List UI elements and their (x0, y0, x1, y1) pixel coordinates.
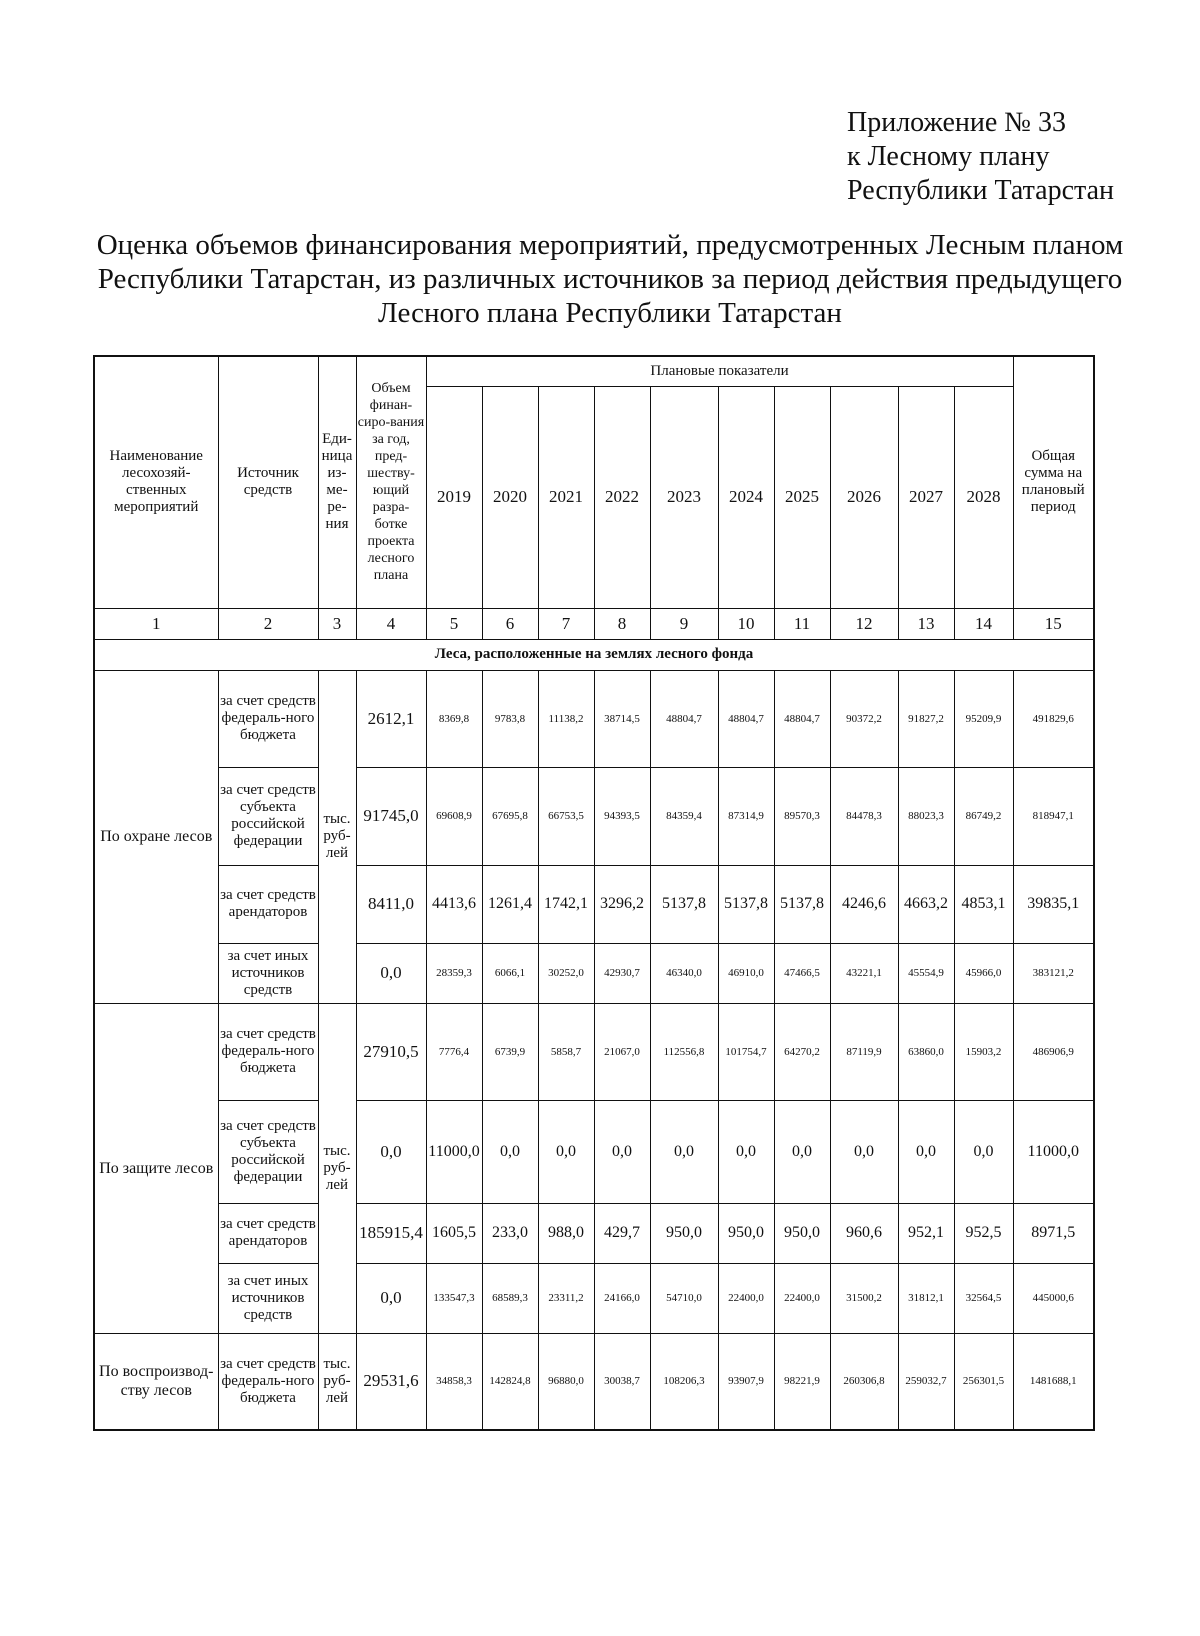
table-row (94, 943, 1094, 1003)
planned-value: 42930,7 (594, 943, 650, 1003)
planned-value: 4663,2 (898, 865, 954, 943)
total-value: 8971,5 (1013, 1203, 1094, 1263)
header-unit: Еди-ница из-ме-ре-ния (318, 356, 356, 608)
planned-value: 95209,9 (954, 670, 1013, 767)
planned-value: 8369,8 (426, 670, 482, 767)
header-year: 2026 (830, 386, 898, 608)
header-total: Общая сумма на плановый период (1013, 356, 1094, 608)
planned-value: 64270,2 (774, 1003, 830, 1100)
unit-of-measure: тыс. руб-лей (318, 1003, 356, 1333)
header-year: 2024 (718, 386, 774, 608)
planned-value: 32564,5 (954, 1263, 1013, 1333)
planned-value: 0,0 (650, 1100, 718, 1203)
header-year: 2027 (898, 386, 954, 608)
title-line-1: Оценка объемов финансирования мероприятий, предусмотренных Лесным планом (96, 229, 1124, 261)
table-row (94, 1263, 1094, 1333)
funding-source: за счет иных источников средств (218, 943, 318, 1003)
planned-value: 988,0 (538, 1203, 594, 1263)
planned-value: 54710,0 (650, 1263, 718, 1333)
planned-value: 30038,7 (594, 1333, 650, 1430)
table-row (94, 1203, 1094, 1263)
funding-source: за счет средств арендаторов (218, 1203, 318, 1263)
planned-value: 23311,2 (538, 1263, 594, 1333)
planned-value: 952,1 (898, 1203, 954, 1263)
planned-value: 46910,0 (718, 943, 774, 1003)
planned-value: 133547,3 (426, 1263, 482, 1333)
planned-value: 69608,9 (426, 767, 482, 865)
planned-value: 4413,6 (426, 865, 482, 943)
table-row (94, 1003, 1094, 1100)
base-year-volume: 0,0 (356, 1263, 426, 1333)
planned-value: 24166,0 (594, 1263, 650, 1333)
table-row (94, 670, 1094, 767)
header-year: 2022 (594, 386, 650, 608)
planned-value: 1261,4 (482, 865, 538, 943)
base-year-volume: 185915,4 (356, 1203, 426, 1263)
column-number: 8 (594, 608, 650, 639)
header-base-volume: Объем финан-сиро-вания за год, пред-шеству-ющий разра-ботке проекта лесного плана (356, 356, 426, 608)
planned-value: 429,7 (594, 1203, 650, 1263)
planned-value: 89570,3 (774, 767, 830, 865)
planned-value: 93907,9 (718, 1333, 774, 1430)
base-year-volume: 29531,6 (356, 1333, 426, 1430)
planned-value: 30252,0 (538, 943, 594, 1003)
planned-value: 68589,3 (482, 1263, 538, 1333)
planned-value: 5858,7 (538, 1003, 594, 1100)
planned-value: 43221,1 (830, 943, 898, 1003)
column-number: 14 (954, 608, 1013, 639)
planned-value: 67695,8 (482, 767, 538, 865)
column-number: 2 (218, 608, 318, 639)
planned-value: 84359,4 (650, 767, 718, 865)
title-line-3: Лесного плана Республики Татарстан (378, 297, 842, 329)
funding-source: за счет средств арендаторов (218, 865, 318, 943)
base-year-volume: 0,0 (356, 943, 426, 1003)
column-number: 6 (482, 608, 538, 639)
planned-value: 15903,2 (954, 1003, 1013, 1100)
funding-source: за счет средств федераль-ного бюджета (218, 670, 318, 767)
planned-value: 9783,8 (482, 670, 538, 767)
table-row (94, 865, 1094, 943)
planned-value: 0,0 (482, 1100, 538, 1203)
planned-value: 31812,1 (898, 1263, 954, 1333)
total-value: 39835,1 (1013, 865, 1094, 943)
column-number: 5 (426, 608, 482, 639)
planned-value: 1605,5 (426, 1203, 482, 1263)
planned-value: 87314,9 (718, 767, 774, 865)
header-year: 2028 (954, 386, 1013, 608)
planned-value: 31500,2 (830, 1263, 898, 1333)
column-number: 10 (718, 608, 774, 639)
base-year-volume: 8411,0 (356, 865, 426, 943)
planned-value: 63860,0 (898, 1003, 954, 1100)
activity-name: По воспроизвод-ству лесов (94, 1333, 218, 1430)
header-year: 2023 (650, 386, 718, 608)
planned-value: 950,0 (774, 1203, 830, 1263)
planned-value: 46340,0 (650, 943, 718, 1003)
planned-value: 98221,9 (774, 1333, 830, 1430)
header-year: 2019 (426, 386, 482, 608)
header-year: 2020 (482, 386, 538, 608)
planned-value: 952,5 (954, 1203, 1013, 1263)
planned-value: 88023,3 (898, 767, 954, 865)
planned-value: 0,0 (774, 1100, 830, 1203)
unit-of-measure: тыс. руб-лей (318, 1333, 356, 1430)
appendix-republic: Республики Татарстан (847, 175, 1114, 206)
planned-value: 4246,6 (830, 865, 898, 943)
planned-value: 90372,2 (830, 670, 898, 767)
planned-value: 108206,3 (650, 1333, 718, 1430)
table-row (94, 767, 1094, 865)
planned-value: 84478,3 (830, 767, 898, 865)
planned-value: 0,0 (718, 1100, 774, 1203)
planned-value: 34858,3 (426, 1333, 482, 1430)
header-year: 2025 (774, 386, 830, 608)
table-row (94, 1333, 1094, 1430)
planned-value: 0,0 (898, 1100, 954, 1203)
planned-value: 4853,1 (954, 865, 1013, 943)
activity-name: По защите лесов (94, 1003, 218, 1333)
column-number: 3 (318, 608, 356, 639)
planned-value: 950,0 (650, 1203, 718, 1263)
planned-value: 260306,8 (830, 1333, 898, 1430)
appendix-reference (847, 106, 1114, 208)
appendix-plan: к Лесному плану (847, 141, 1050, 172)
planned-value: 259032,7 (898, 1333, 954, 1430)
financing-table (93, 355, 1095, 1431)
planned-value: 0,0 (594, 1100, 650, 1203)
funding-source: за счет иных источников средств (218, 1263, 318, 1333)
total-value: 11000,0 (1013, 1100, 1094, 1203)
base-year-volume: 0,0 (356, 1100, 426, 1203)
planned-value: 94393,5 (594, 767, 650, 865)
section-title: Леса, расположенные на землях лесного фонда (94, 639, 1094, 670)
funding-source: за счет средств федераль-ного бюджета (218, 1333, 318, 1430)
planned-value: 28359,3 (426, 943, 482, 1003)
planned-value: 0,0 (830, 1100, 898, 1203)
planned-value: 5137,8 (774, 865, 830, 943)
planned-value: 256301,5 (954, 1333, 1013, 1430)
planned-value: 66753,5 (538, 767, 594, 865)
planned-value: 142824,8 (482, 1333, 538, 1430)
header-source: Источник средств (218, 356, 318, 608)
total-value: 486906,9 (1013, 1003, 1094, 1100)
planned-value: 45966,0 (954, 943, 1013, 1003)
total-value: 445000,6 (1013, 1263, 1094, 1333)
column-number: 12 (830, 608, 898, 639)
planned-value: 7776,4 (426, 1003, 482, 1100)
planned-value: 48804,7 (718, 670, 774, 767)
planned-value: 48804,7 (650, 670, 718, 767)
activity-name: По охране лесов (94, 670, 218, 1003)
planned-value: 96880,0 (538, 1333, 594, 1430)
total-value: 383121,2 (1013, 943, 1094, 1003)
planned-value: 21067,0 (594, 1003, 650, 1100)
planned-value: 6066,1 (482, 943, 538, 1003)
column-number: 7 (538, 608, 594, 639)
planned-value: 48804,7 (774, 670, 830, 767)
planned-value: 233,0 (482, 1203, 538, 1263)
planned-value: 91827,2 (898, 670, 954, 767)
column-number: 11 (774, 608, 830, 639)
planned-value: 0,0 (954, 1100, 1013, 1203)
total-value: 818947,1 (1013, 767, 1094, 865)
planned-value: 0,0 (538, 1100, 594, 1203)
planned-value: 87119,9 (830, 1003, 898, 1100)
planned-value: 47466,5 (774, 943, 830, 1003)
planned-value: 38714,5 (594, 670, 650, 767)
title-line-2: Республики Татарстан, из различных источников за период действия предыдущего (97, 263, 1123, 295)
planned-value: 6739,9 (482, 1003, 538, 1100)
planned-value: 11138,2 (538, 670, 594, 767)
column-number: 4 (356, 608, 426, 639)
base-year-volume: 27910,5 (356, 1003, 426, 1100)
planned-value: 101754,7 (718, 1003, 774, 1100)
header-year: 2021 (538, 386, 594, 608)
document-title (90, 228, 1130, 330)
column-number: 9 (650, 608, 718, 639)
funding-source: за счет средств субъекта российской федерации (218, 1100, 318, 1203)
funding-source: за счет средств субъекта российской федерации (218, 767, 318, 865)
total-value: 491829,6 (1013, 670, 1094, 767)
planned-value: 22400,0 (718, 1263, 774, 1333)
column-number: 15 (1013, 608, 1094, 639)
unit-of-measure: тыс. руб-лей (318, 670, 356, 1003)
planned-value: 112556,8 (650, 1003, 718, 1100)
total-value: 1481688,1 (1013, 1333, 1094, 1430)
planned-value: 86749,2 (954, 767, 1013, 865)
column-number: 13 (898, 608, 954, 639)
planned-value: 960,6 (830, 1203, 898, 1263)
planned-value: 950,0 (718, 1203, 774, 1263)
funding-source: за счет средств федераль-ного бюджета (218, 1003, 318, 1100)
planned-value: 45554,9 (898, 943, 954, 1003)
planned-value: 11000,0 (426, 1100, 482, 1203)
table-row (94, 1100, 1094, 1203)
header-planned-indicators: Плановые показатели (426, 356, 1013, 386)
appendix-number: Приложение № 33 (847, 107, 1066, 138)
planned-value: 1742,1 (538, 865, 594, 943)
planned-value: 5137,8 (718, 865, 774, 943)
header-activity: Наименование лесохозяй-ственных мероприятий (94, 356, 218, 608)
planned-value: 22400,0 (774, 1263, 830, 1333)
base-year-volume: 2612,1 (356, 670, 426, 767)
column-number: 1 (94, 608, 218, 639)
base-year-volume: 91745,0 (356, 767, 426, 865)
planned-value: 3296,2 (594, 865, 650, 943)
planned-value: 5137,8 (650, 865, 718, 943)
